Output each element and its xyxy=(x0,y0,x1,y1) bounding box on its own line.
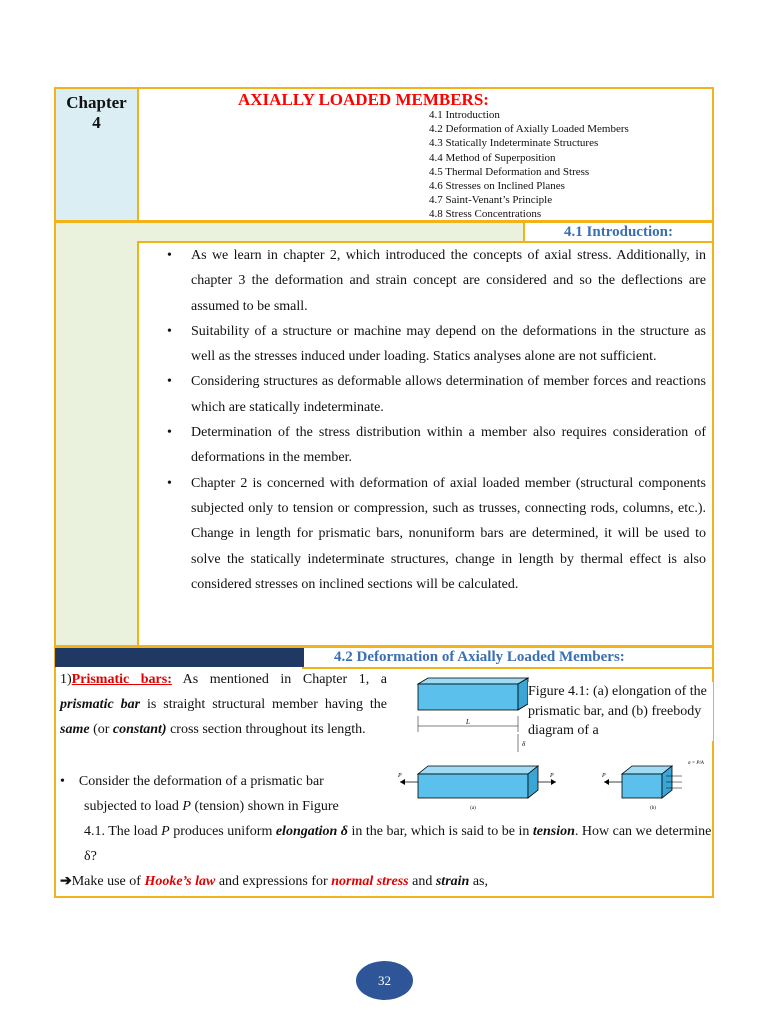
toc-item: 4.4 Method of Superposition xyxy=(429,151,556,164)
text: as, xyxy=(469,874,488,889)
prismatic-bars-term: Prismatic bars: xyxy=(71,672,172,687)
tension-term: tension xyxy=(532,824,575,839)
strain-term: strain xyxy=(435,874,470,889)
hookes-law-term: Hooke’s law xyxy=(144,874,216,889)
toc-item: 4.3 Statically Indeterminate Structures xyxy=(429,137,599,150)
subfigure-label-b: (b) xyxy=(650,806,656,811)
chapter-word: Chapter xyxy=(66,93,127,112)
normal-stress-term: normal stress xyxy=(331,874,409,889)
intro-bullet-list xyxy=(165,243,706,597)
item-number: 1) xyxy=(60,672,72,687)
text: is straight structural member having the xyxy=(140,697,387,712)
section-dark-bar xyxy=(55,648,304,667)
arrow-icon: ➔ xyxy=(60,874,72,889)
freebody-bar xyxy=(622,766,682,798)
text: As mentioned in Chapter 1, a xyxy=(171,672,387,687)
table-of-contents xyxy=(429,108,629,222)
prismatic-bars-paragraph xyxy=(60,667,387,742)
intro-bullet: • Suitability of a structure or machine may depend on the deformations in the structure as well as the stresses induced under loading. Statics analyses alone are not sufficient. xyxy=(165,319,706,370)
text: Make use of xyxy=(71,874,145,889)
text: . How can we determine δ? xyxy=(84,824,712,864)
section-4-2-heading: 4.2 Deformation of Axially Loaded Members: xyxy=(302,646,714,669)
delta-label: δ xyxy=(522,740,526,748)
intro-side-column xyxy=(54,241,139,647)
text: subjected to load xyxy=(84,799,183,814)
text: (tension) shown in Figure xyxy=(190,799,339,814)
text: and expressions for xyxy=(215,874,332,889)
text: in the bar, which is said to be in xyxy=(347,824,533,839)
length-label: L xyxy=(466,718,470,726)
toc-item: 4.6 Stresses on Inclined Planes xyxy=(429,180,565,193)
arrowhead-icon xyxy=(551,779,556,785)
page-number: 32 xyxy=(356,961,413,1000)
intro-bullet: • Chapter 2 is concerned with deformation of axial loaded member (structural components subjected only to tension or compression, such as trusses, connecting rods, columns, etc.). Change in length for prismatic bars, nonuniform bars are determined, it will be used to solve the statically indeterminate structures, change in length by thermal effect is also considered stresses on inclined sections will be calculated. xyxy=(165,471,706,597)
text: 4.1. The load xyxy=(84,824,162,839)
hooke-paragraph xyxy=(60,869,680,894)
load-label: P xyxy=(550,773,554,779)
prismatic-bar-loaded xyxy=(418,766,538,798)
intro-heading-band xyxy=(54,221,525,243)
intro-bullet: • As we learn in chapter 2, which introduced the concepts of axial stress. Additionally, in chapter 3 the deformation and strain concept are considered and so the deflections are assumed to be small. xyxy=(165,243,706,319)
load-symbol: P xyxy=(161,824,170,839)
text: Consider the deformation of a prismatic bar xyxy=(78,774,324,789)
load-paragraph xyxy=(84,819,712,869)
intro-heading: 4.1 Introduction: xyxy=(523,221,714,243)
arrowhead-icon xyxy=(604,779,609,785)
stress-label: σ = P/A xyxy=(688,761,704,766)
same-term: same xyxy=(60,722,90,737)
chapter-number: 4 xyxy=(92,113,101,132)
intro-bullet: • Considering structures as deformable allows determination of member forces and reactions which are statically indeterminate. xyxy=(165,369,706,420)
load-symbol: P xyxy=(182,799,191,814)
load-label: P xyxy=(602,773,606,779)
intro-bullet: • Determination of the stress distribution within a member also requires consideration of deformations in the member. xyxy=(165,420,706,471)
figure-caption: Figure 4.1: (a) elongation of the prismatic bar, and (b) freebody diagram of a xyxy=(528,682,713,741)
prismatic-bar-term: prismatic bar xyxy=(60,697,141,712)
arrowhead-icon xyxy=(400,779,405,785)
toc-item: 4.1 Introduction xyxy=(429,109,500,121)
subfigure-label-a: (a) xyxy=(470,806,476,811)
consider-paragraph xyxy=(60,769,387,819)
constant-term: constant) xyxy=(112,722,167,737)
text: produces uniform xyxy=(169,824,276,839)
text: (or xyxy=(89,722,113,737)
text: and xyxy=(408,874,436,889)
toc-item: 4.8 Stress Concentrations xyxy=(429,208,542,221)
toc-item: 4.7 Saint-Venant’s Principle xyxy=(429,194,553,207)
elongation-term: elongation δ xyxy=(275,824,348,839)
prismatic-bar-top xyxy=(418,678,528,710)
text: cross section throughout its length. xyxy=(166,722,366,737)
bullet: • xyxy=(60,774,65,789)
chapter-title: AXIALLY LOADED MEMBERS: xyxy=(238,90,489,109)
toc-item: 4.5 Thermal Deformation and Stress xyxy=(429,165,590,178)
chapter-label xyxy=(54,87,139,222)
load-label: P xyxy=(398,773,402,779)
toc-item: 4.2 Deformation of Axially Loaded Members xyxy=(429,123,629,136)
